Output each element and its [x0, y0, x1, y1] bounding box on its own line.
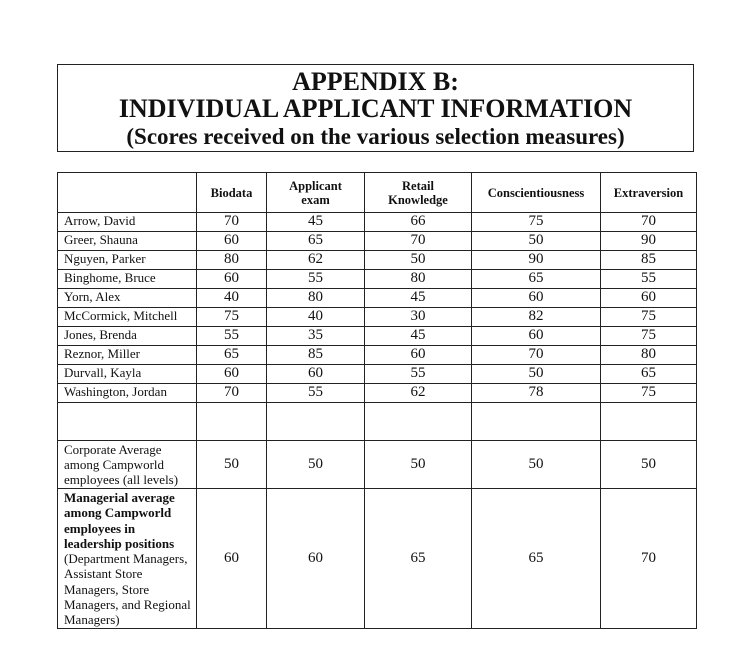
- managerial-average-row: [58, 489, 697, 629]
- exam-score: 60: [267, 365, 365, 384]
- exam-score: 55: [267, 384, 365, 403]
- corporate-average-label: Corporate Average among Campworld employees (all levels): [58, 441, 197, 489]
- managerial-average-label: [58, 489, 197, 629]
- managerial-label-rest: (Department Managers, Assistant Store Managers, Store Managers, and Regional Managers): [64, 551, 191, 628]
- table-row: [58, 346, 697, 365]
- retail-score: 80: [365, 270, 472, 289]
- header-biodata: Biodata: [197, 173, 267, 213]
- biodata-score: 55: [197, 327, 267, 346]
- managerial-biodata: 60: [197, 489, 267, 629]
- corporate-extraversion: 50: [601, 441, 697, 489]
- biodata-score: 65: [197, 346, 267, 365]
- managerial-label-bold: Managerial average among Campworld employees in leadership positions: [64, 490, 175, 551]
- retail-score: 66: [365, 213, 472, 232]
- applicant-name: Binghome, Bruce: [58, 270, 197, 289]
- conscientiousness-score: 78: [472, 384, 601, 403]
- retail-score: 45: [365, 289, 472, 308]
- header-conscientiousness: Conscientiousness: [472, 173, 601, 213]
- extraversion-score: 75: [601, 384, 697, 403]
- conscientiousness-score: 65: [472, 270, 601, 289]
- biodata-score: 70: [197, 384, 267, 403]
- header-applicant-exam: Applicant exam: [267, 173, 365, 213]
- table-header-row: [58, 173, 697, 213]
- exam-score: 80: [267, 289, 365, 308]
- biodata-score: 80: [197, 251, 267, 270]
- extraversion-score: 80: [601, 346, 697, 365]
- applicant-name: Yorn, Alex: [58, 289, 197, 308]
- retail-score: 45: [365, 327, 472, 346]
- exam-score: 65: [267, 232, 365, 251]
- extraversion-score: 55: [601, 270, 697, 289]
- conscientiousness-score: 60: [472, 289, 601, 308]
- extraversion-score: 60: [601, 289, 697, 308]
- applicant-name: Jones, Brenda: [58, 327, 197, 346]
- conscientiousness-score: 75: [472, 213, 601, 232]
- applicant-name: McCormick, Mitchell: [58, 308, 197, 327]
- applicant-name: Washington, Jordan: [58, 384, 197, 403]
- exam-score: 85: [267, 346, 365, 365]
- appendix-caption: (Scores received on the various selection measures): [126, 124, 625, 149]
- managerial-extraversion: 70: [601, 489, 697, 629]
- conscientiousness-score: 50: [472, 365, 601, 384]
- corporate-average-row: [58, 441, 697, 489]
- appendix-subheading: INDIVIDUAL APPLICANT INFORMATION: [118, 94, 633, 123]
- biodata-score: 60: [197, 232, 267, 251]
- biodata-score: 75: [197, 308, 267, 327]
- biodata-score: 70: [197, 213, 267, 232]
- exam-score: 40: [267, 308, 365, 327]
- corporate-conscientiousness: 50: [472, 441, 601, 489]
- extraversion-score: 65: [601, 365, 697, 384]
- table-row: [58, 289, 697, 308]
- retail-score: 50: [365, 251, 472, 270]
- corporate-retail: 50: [365, 441, 472, 489]
- header-name: [58, 173, 197, 213]
- biodata-score: 60: [197, 365, 267, 384]
- retail-score: 70: [365, 232, 472, 251]
- conscientiousness-score: 90: [472, 251, 601, 270]
- table-row: [58, 365, 697, 384]
- appendix-title-box: [57, 64, 694, 152]
- applicant-name: Greer, Shauna: [58, 232, 197, 251]
- table-row: [58, 308, 697, 327]
- header-retail-knowledge: Retail Knowledge: [365, 173, 472, 213]
- conscientiousness-score: 60: [472, 327, 601, 346]
- biodata-score: 60: [197, 270, 267, 289]
- exam-score: 45: [267, 213, 365, 232]
- conscientiousness-score: 70: [472, 346, 601, 365]
- extraversion-score: 75: [601, 308, 697, 327]
- managerial-conscientiousness: 65: [472, 489, 601, 629]
- biodata-score: 40: [197, 289, 267, 308]
- exam-score: 35: [267, 327, 365, 346]
- table-row: [58, 270, 697, 289]
- applicant-name: Arrow, David: [58, 213, 197, 232]
- header-extraversion: Extraversion: [601, 173, 697, 213]
- table-row: [58, 251, 697, 270]
- table-row: [58, 327, 697, 346]
- corporate-exam: 50: [267, 441, 365, 489]
- corporate-biodata: 50: [197, 441, 267, 489]
- exam-score: 62: [267, 251, 365, 270]
- applicant-name: Durvall, Kayla: [58, 365, 197, 384]
- table-row: [58, 213, 697, 232]
- retail-score: 62: [365, 384, 472, 403]
- applicant-name: Reznor, Miller: [58, 346, 197, 365]
- retail-score: 30: [365, 308, 472, 327]
- extraversion-score: 75: [601, 327, 697, 346]
- table-row: [58, 384, 697, 403]
- table-spacer-row: [58, 403, 697, 441]
- conscientiousness-score: 50: [472, 232, 601, 251]
- appendix-heading: APPENDIX B:: [292, 67, 459, 96]
- extraversion-score: 70: [601, 213, 697, 232]
- extraversion-score: 85: [601, 251, 697, 270]
- retail-score: 55: [365, 365, 472, 384]
- applicant-scores-table: [57, 172, 697, 629]
- managerial-exam: 60: [267, 489, 365, 629]
- exam-score: 55: [267, 270, 365, 289]
- applicant-name: Nguyen, Parker: [58, 251, 197, 270]
- retail-score: 60: [365, 346, 472, 365]
- conscientiousness-score: 82: [472, 308, 601, 327]
- managerial-retail: 65: [365, 489, 472, 629]
- table-row: [58, 232, 697, 251]
- extraversion-score: 90: [601, 232, 697, 251]
